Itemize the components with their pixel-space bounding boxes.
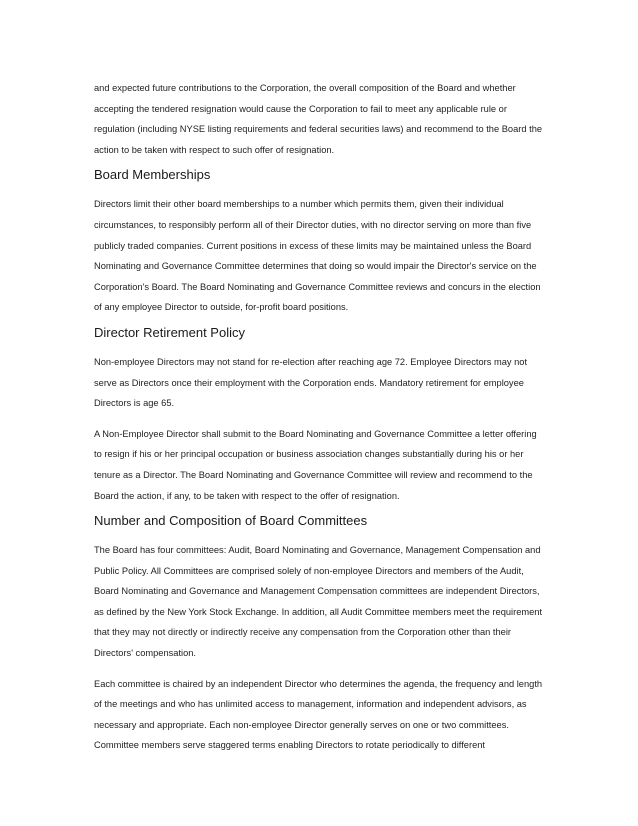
intro-section [94,78,546,160]
board-memberships-heading: Board Memberships [94,167,211,183]
intro-paragraph: and expected future contributions to the Corporation, the overall composition of the Board and whether accepting the tendered resignation would cause the Corporation to fail to meet any applicable rule or regulation (including NYSE listing requirements and federal securities laws) and recommend to the Board the action to be taken with respect to such offer of resignation. [94,83,543,155]
director-retirement-heading: Director Retirement Policy [94,324,245,340]
director-retirement-section [94,324,546,506]
board-memberships-section [94,166,546,318]
director-retirement-paragraph-2: A Non-Employee Director shall submit to the Board Nominating and Governance Committee a letter offering to resign if his or her principal occupation or business association changes substantially during his or her tenure as a Director. The Board Nominating and Governance Committee will review and recommend to the Board the action, if any, to be taken with respect to the offer of resignation. [94,428,537,501]
committees-heading: Number and Composition of Board Committees [94,513,368,529]
committees-paragraph-1: The Board has four committees: Audit, Board Nominating and Governance, Management Compensation and Public Policy. All Committees are comprised solely of non-employee Directors and members of the Audit, Board Nominating and Governance and Management Compensation committees are independent Directors, as defined by the New York Stock Exchange. In addition, all Audit Committee members meet the requirement that they may not directly or indirectly receive any compensation from the Corporation other than their Directors' compensation. [94,545,543,659]
director-retirement-paragraph-1: Non-employee Directors may not stand for re-election after reaching age 72. Employee Directors may not serve as Directors once their employment with the Corporation ends. Mandatory retirement for employee Directors is age 65. [94,356,528,409]
committees-paragraph-2: Each committee is chaired by an independent Director who determines the agenda, the frequency and length of the meetings and who has unlimited access to management, information and independent advisors, as necessary and appropriate. Each non-employee Director generally serves on one or two committees. Committee members serve staggered terms enabling Directors to rotate periodically to different [94,678,543,751]
document-page [94,78,546,756]
committees-section [94,512,546,756]
board-memberships-paragraph: Directors limit their other board memberships to a number which permits them, given their individual circumstances, to responsibly perform all of their Director duties, with no director serving on more than five publicly traded companies. Current positions in excess of these limits may be maintained unless the Board Nominating and Governance Committee determines that doing so would impair the Director's service on the Corporation's Board. The Board Nominating and Governance Committee reviews and concurs in the election of any employee Director to outside, for-profit board positions. [94,199,541,313]
